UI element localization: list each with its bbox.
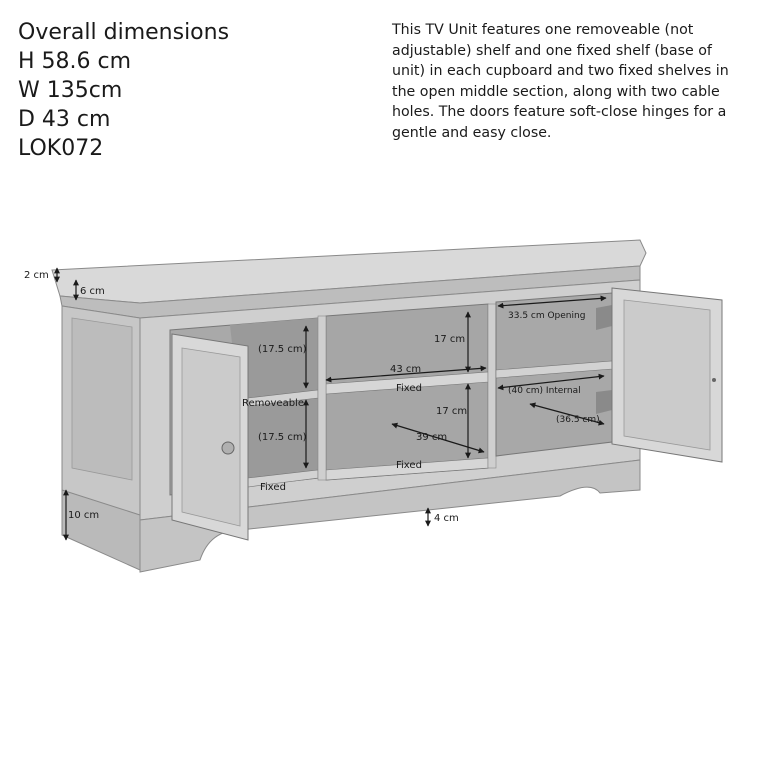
dimension-height: H 58.6 cm xyxy=(18,49,132,74)
label-left-base: Fixed xyxy=(260,482,286,493)
label-right-depth: (36.5 cm) xyxy=(556,415,600,425)
dimensions-heading: Overall dimensions xyxy=(18,20,230,45)
label-left-lower: (17.5 cm) xyxy=(258,432,307,443)
label-left-shelf: Removeable xyxy=(242,398,304,409)
label-left-upper: (17.5 cm) xyxy=(258,344,307,355)
dimension-depth: D 43 cm xyxy=(18,107,111,132)
label-top-thickness: 2 cm xyxy=(24,270,49,281)
left-door xyxy=(172,334,248,540)
label-middle-upper: 17 cm xyxy=(434,334,466,345)
label-middle-lower: 17 cm xyxy=(436,406,468,417)
right-door xyxy=(612,288,722,462)
label-right-opening: 33.5 cm Opening xyxy=(508,311,586,321)
label-middle-base: Fixed xyxy=(396,460,422,471)
label-middle-shelf: Fixed xyxy=(396,383,422,394)
label-cornice: 6 cm xyxy=(80,286,105,297)
product-description: This TV Unit features one removeable (not adjustable) shelf and one fixed shelf (base of unit) in each cupboard and two fixed shelves in the open middle section, along with two cable holes. The doors feature soft-close hinges for a gentle and easy close. xyxy=(392,22,729,141)
label-middle-width: 43 cm xyxy=(390,364,422,375)
label-base-gap: 4 cm xyxy=(434,513,459,524)
label-right-internal: (40 cm) Internal xyxy=(508,386,581,396)
label-plinth: 10 cm xyxy=(68,510,100,521)
dimension-width: W 135cm xyxy=(18,78,123,103)
product-code: LOK072 xyxy=(18,136,104,161)
label-middle-depth: 39 cm xyxy=(416,432,448,443)
